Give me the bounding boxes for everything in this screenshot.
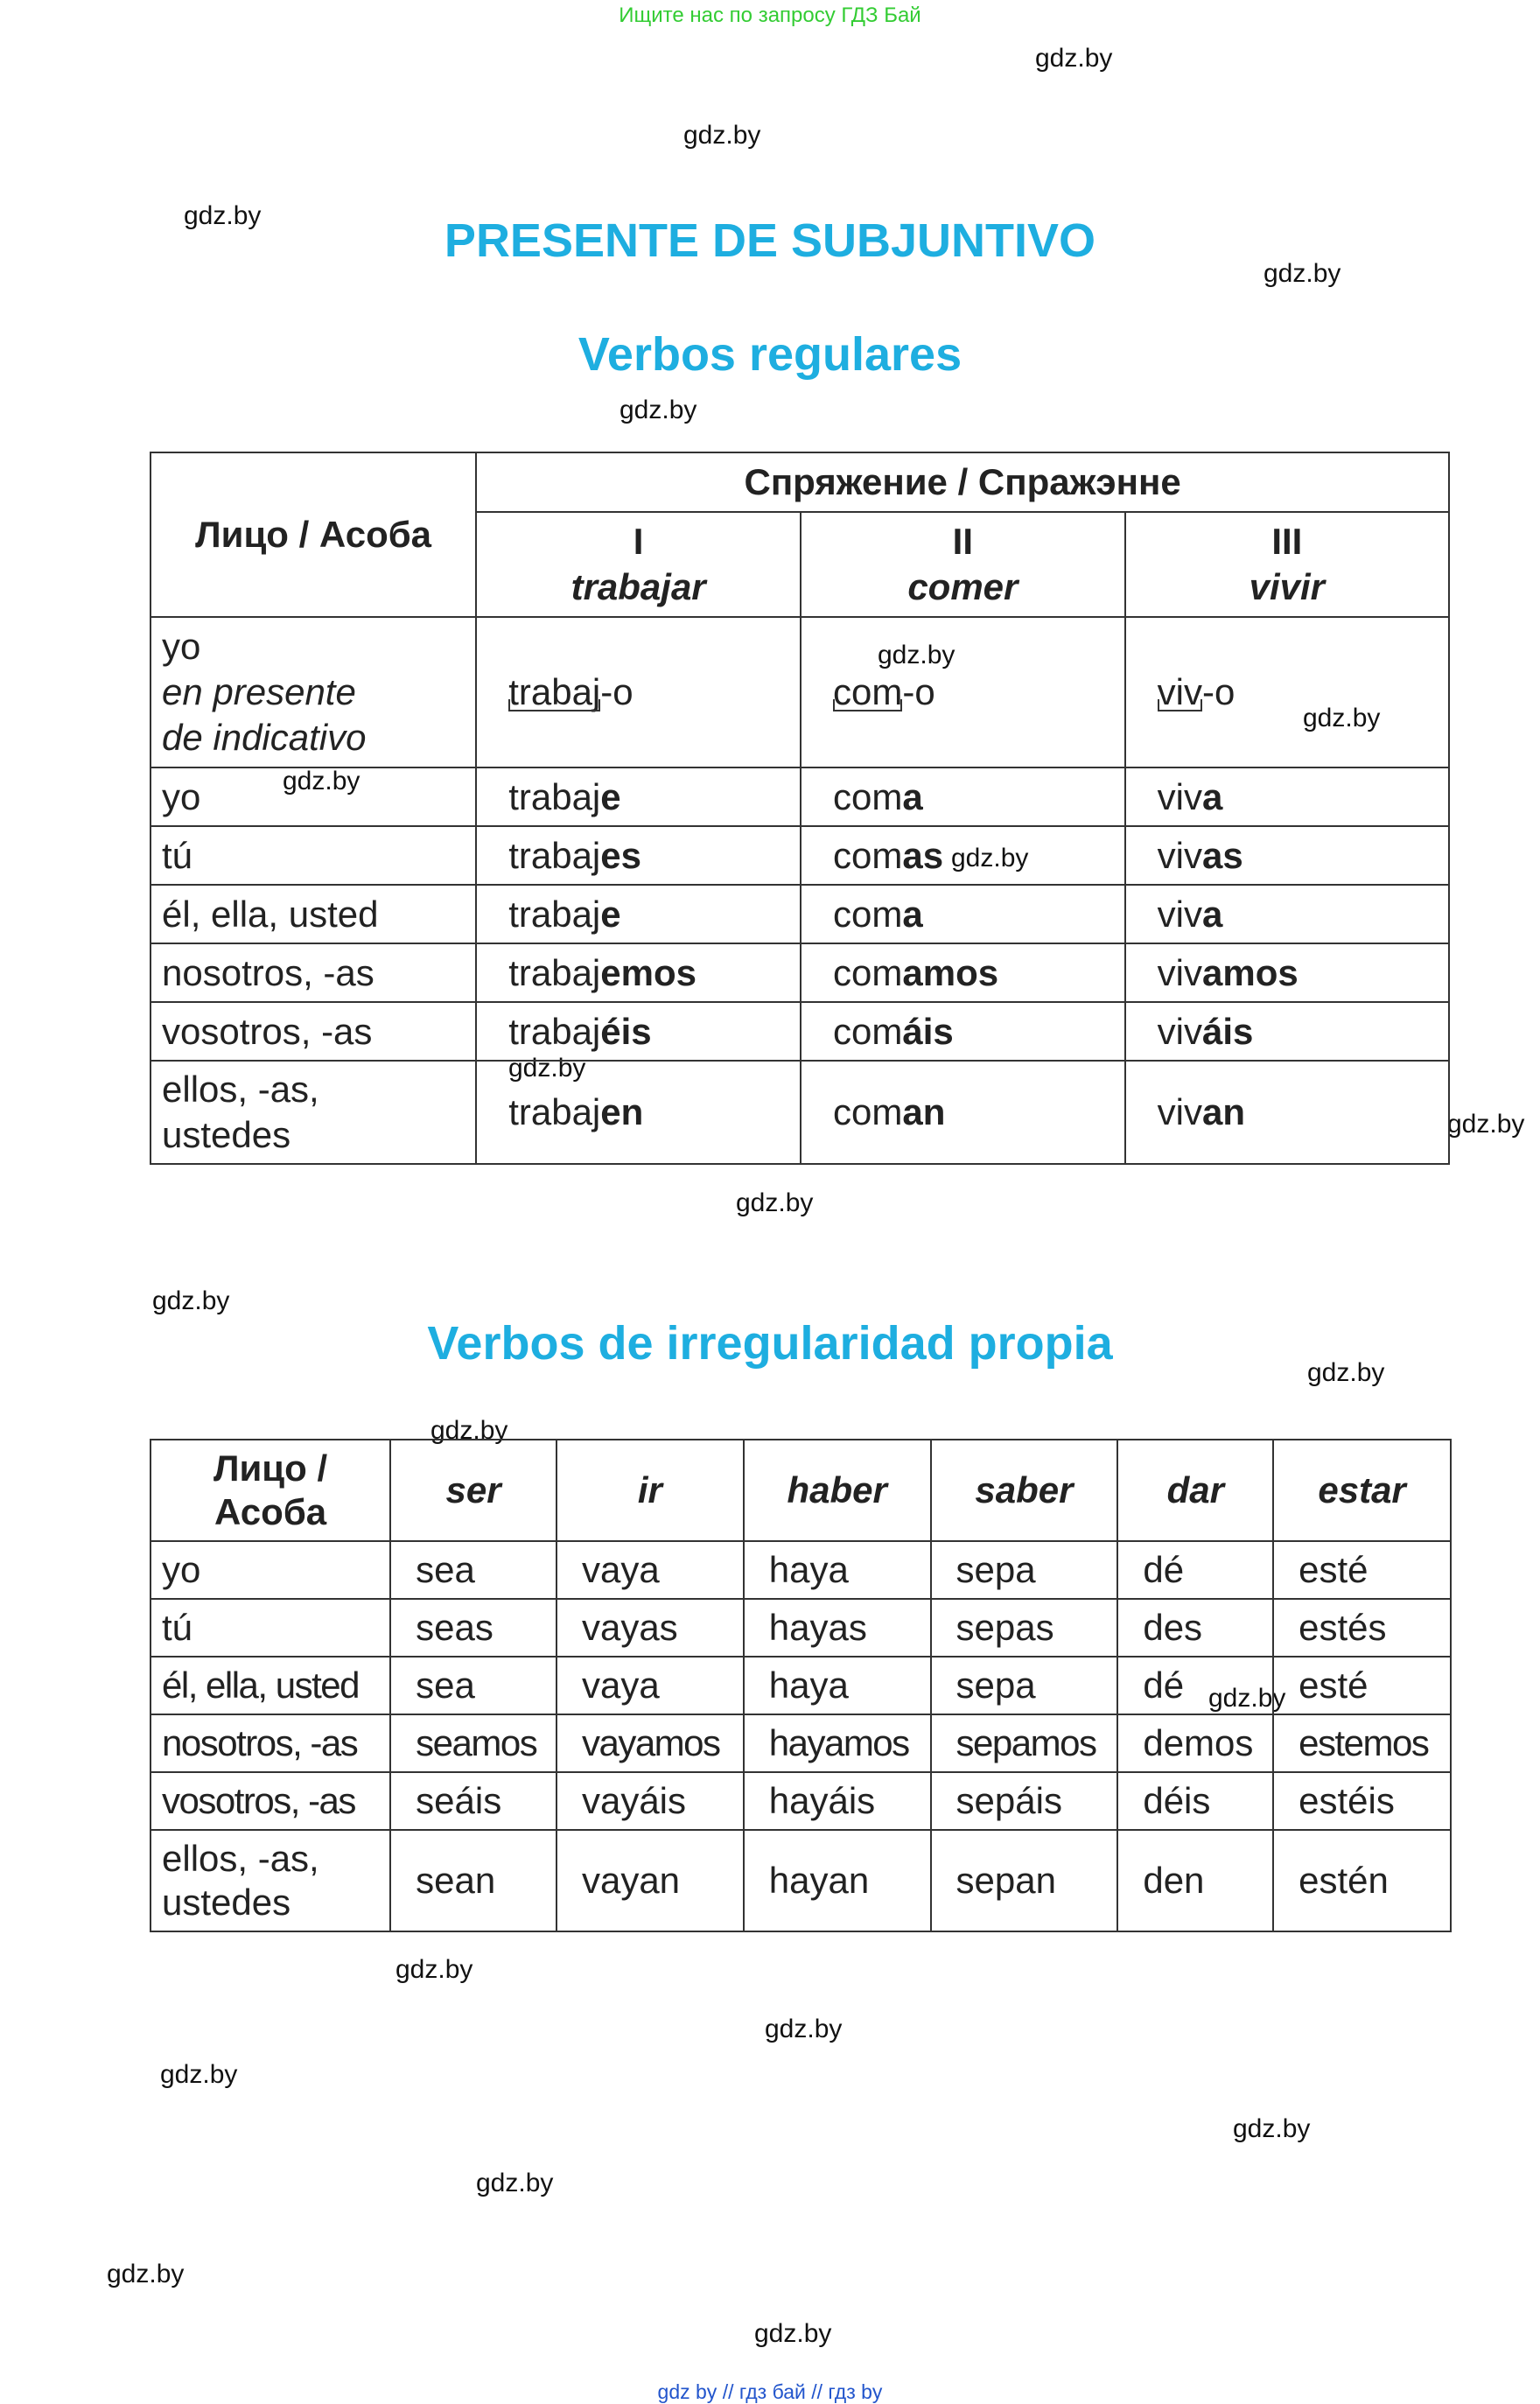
verb-form-cell: viva <box>1125 885 1449 943</box>
watermark: gdz.by <box>951 844 1029 873</box>
person-cell: él, ella, usted <box>150 1657 390 1714</box>
person-cell: yo en presente de indicativo <box>150 617 476 767</box>
verb-form-cell: comamos <box>801 943 1125 1002</box>
person-cell: ellos, -as, ustedes <box>150 1830 390 1931</box>
person-cell: vosotros, -as <box>150 1772 390 1830</box>
conjugation-header: Спряжение / Спражэнне <box>476 452 1449 512</box>
verb-form-cell: sepáis <box>931 1772 1118 1830</box>
watermark: gdz.by <box>1264 259 1341 288</box>
verb-form-cell: estés <box>1273 1599 1451 1657</box>
watermark: gdz.by <box>1035 44 1113 73</box>
verb-form-cell: vivamos <box>1125 943 1449 1002</box>
verb-form-cell: vivas <box>1125 826 1449 885</box>
verb-form-cell: sepamos <box>931 1714 1118 1772</box>
person-column-header: Лицо / Асоба <box>150 1440 390 1541</box>
verb-form-cell: viva <box>1125 767 1449 826</box>
watermark: gdz.by <box>620 396 697 424</box>
verb-form-cell: vaya <box>556 1541 744 1599</box>
watermark: gdz.by <box>736 1188 814 1217</box>
verb-form-cell: haya <box>744 1657 931 1714</box>
verb-column-header: ser <box>390 1440 556 1541</box>
table-row <box>150 1541 1451 1599</box>
watermark: gdz.by <box>1233 2114 1311 2143</box>
table-row <box>150 1657 1451 1714</box>
verb-form-cell: sepa <box>931 1657 1118 1714</box>
verb-form-cell: trabajen <box>476 1061 801 1164</box>
table-row <box>150 1830 1451 1931</box>
watermark: gdz.by <box>878 641 956 669</box>
verb-form-cell: vayamos <box>556 1714 744 1772</box>
table-row <box>150 1002 1449 1061</box>
table-row <box>150 1714 1451 1772</box>
section-heading-irregular: Verbos de irregularidad propia <box>427 1317 1113 1370</box>
watermark: gdz.by <box>152 1286 230 1315</box>
conjugation-column-header: II comer <box>801 512 1125 617</box>
verb-form-cell: vayas <box>556 1599 744 1657</box>
watermark: gdz.by <box>476 2169 554 2197</box>
verb-form-cell: com-o <box>801 617 1125 767</box>
table-row <box>150 943 1449 1002</box>
verb-form-cell: coma <box>801 767 1125 826</box>
verb-form-cell: vayáis <box>556 1772 744 1830</box>
table-row <box>150 1772 1451 1830</box>
verb-form-cell: trabajéis <box>476 1002 801 1061</box>
verb-form-cell: trabajes <box>476 826 801 885</box>
verb-column-header: saber <box>931 1440 1118 1541</box>
verb-form-cell: dé <box>1117 1657 1273 1714</box>
watermark: gdz.by <box>1307 1358 1385 1387</box>
verb-form-cell: estemos <box>1273 1714 1451 1772</box>
person-cell: nosotros, -as <box>150 1714 390 1772</box>
verb-form-cell: vayan <box>556 1830 744 1931</box>
watermark: gdz.by <box>508 1054 586 1083</box>
verb-form-cell: comáis <box>801 1002 1125 1061</box>
verb-form-cell: seas <box>390 1599 556 1657</box>
verb-form-cell: sepas <box>931 1599 1118 1657</box>
verb-form-cell: coman <box>801 1061 1125 1164</box>
table-row <box>150 1061 1449 1164</box>
table-header-row <box>150 452 1449 512</box>
verb-form-cell: déis <box>1117 1772 1273 1830</box>
watermark: gdz.by <box>754 2319 832 2348</box>
watermark: gdz.by <box>396 1955 473 1984</box>
verb-form-cell: hayas <box>744 1599 931 1657</box>
verb-form-cell: hayáis <box>744 1772 931 1830</box>
verb-column-header: estar <box>1273 1440 1451 1541</box>
verb-form-cell: sea <box>390 1541 556 1599</box>
verb-form-cell: vaya <box>556 1657 744 1714</box>
regular-verbs-table <box>150 452 1450 1165</box>
table-row <box>150 826 1449 885</box>
person-cell: yo <box>150 1541 390 1599</box>
verb-form-cell: demos <box>1117 1714 1273 1772</box>
watermark: gdz.by <box>1208 1684 1286 1713</box>
verb-form-cell: comas <box>801 826 1125 885</box>
person-cell: tú <box>150 826 476 885</box>
verb-form-cell: des <box>1117 1599 1273 1657</box>
table-row <box>150 767 1449 826</box>
conjugation-column-header: III vivir <box>1125 512 1449 617</box>
person-cell: ellos, -as, ustedes <box>150 1061 476 1164</box>
table-header-row <box>150 1440 1451 1541</box>
verb-form-cell: sepa <box>931 1541 1118 1599</box>
page-title: PRESENTE DE SUBJUNTIVO <box>444 214 1096 267</box>
verb-form-cell: sea <box>390 1657 556 1714</box>
watermark: gdz.by <box>107 2260 185 2288</box>
table-row <box>150 1599 1451 1657</box>
person-cell: nosotros, -as <box>150 943 476 1002</box>
watermark: gdz.by <box>160 2060 238 2089</box>
verb-form-cell: trabajemos <box>476 943 801 1002</box>
verb-form-cell: vivan <box>1125 1061 1449 1164</box>
verb-form-cell: esté <box>1273 1657 1451 1714</box>
watermark: gdz.by <box>283 767 360 795</box>
watermark: gdz.by <box>1303 704 1381 732</box>
verb-form-cell: hayamos <box>744 1714 931 1772</box>
verb-form-cell: seamos <box>390 1714 556 1772</box>
watermark: gdz.by <box>430 1416 508 1445</box>
person-cell: vosotros, -as <box>150 1002 476 1061</box>
watermark: gdz.by <box>765 2015 843 2043</box>
irregular-verbs-table <box>150 1439 1452 1932</box>
verb-form-cell: sepan <box>931 1830 1118 1931</box>
verb-column-header: haber <box>744 1440 931 1541</box>
verb-form-cell: hayan <box>744 1830 931 1931</box>
watermark: gdz.by <box>683 121 761 150</box>
verb-form-cell: sean <box>390 1830 556 1931</box>
verb-form-cell: viv-o <box>1125 617 1449 767</box>
person-column-header: Лицо / Асоба <box>150 452 476 617</box>
person-cell: yo <box>150 767 476 826</box>
person-cell: tú <box>150 1599 390 1657</box>
verb-form-cell: viváis <box>1125 1002 1449 1061</box>
verb-form-cell: trabaje <box>476 767 801 826</box>
verb-column-header: ir <box>556 1440 744 1541</box>
verb-form-cell: den <box>1117 1830 1273 1931</box>
verb-form-cell: seáis <box>390 1772 556 1830</box>
verb-form-cell: coma <box>801 885 1125 943</box>
verb-form-cell: esté <box>1273 1541 1451 1599</box>
verb-form-cell: trabaje <box>476 885 801 943</box>
verb-column-header: dar <box>1117 1440 1273 1541</box>
conjugation-column-header: I trabajar <box>476 512 801 617</box>
person-cell: él, ella, usted <box>150 885 476 943</box>
top-banner[interactable]: Ищите нас по запросу ГДЗ Бай <box>619 4 921 27</box>
verb-form-cell: estéis <box>1273 1772 1451 1830</box>
watermark: gdz.by <box>184 201 262 230</box>
verb-form-cell: haya <box>744 1541 931 1599</box>
watermark: gdz.by <box>1447 1110 1525 1139</box>
table-row <box>150 617 1449 767</box>
table-row <box>150 885 1449 943</box>
verb-form-cell: estén <box>1273 1830 1451 1931</box>
footer-links[interactable]: gdz by // гдз бай // гдз by <box>657 2380 883 2403</box>
verb-form-cell: dé <box>1117 1541 1273 1599</box>
section-heading-regular: Verbos regulares <box>578 328 962 381</box>
verb-form-cell: trabaj-o <box>476 617 801 767</box>
